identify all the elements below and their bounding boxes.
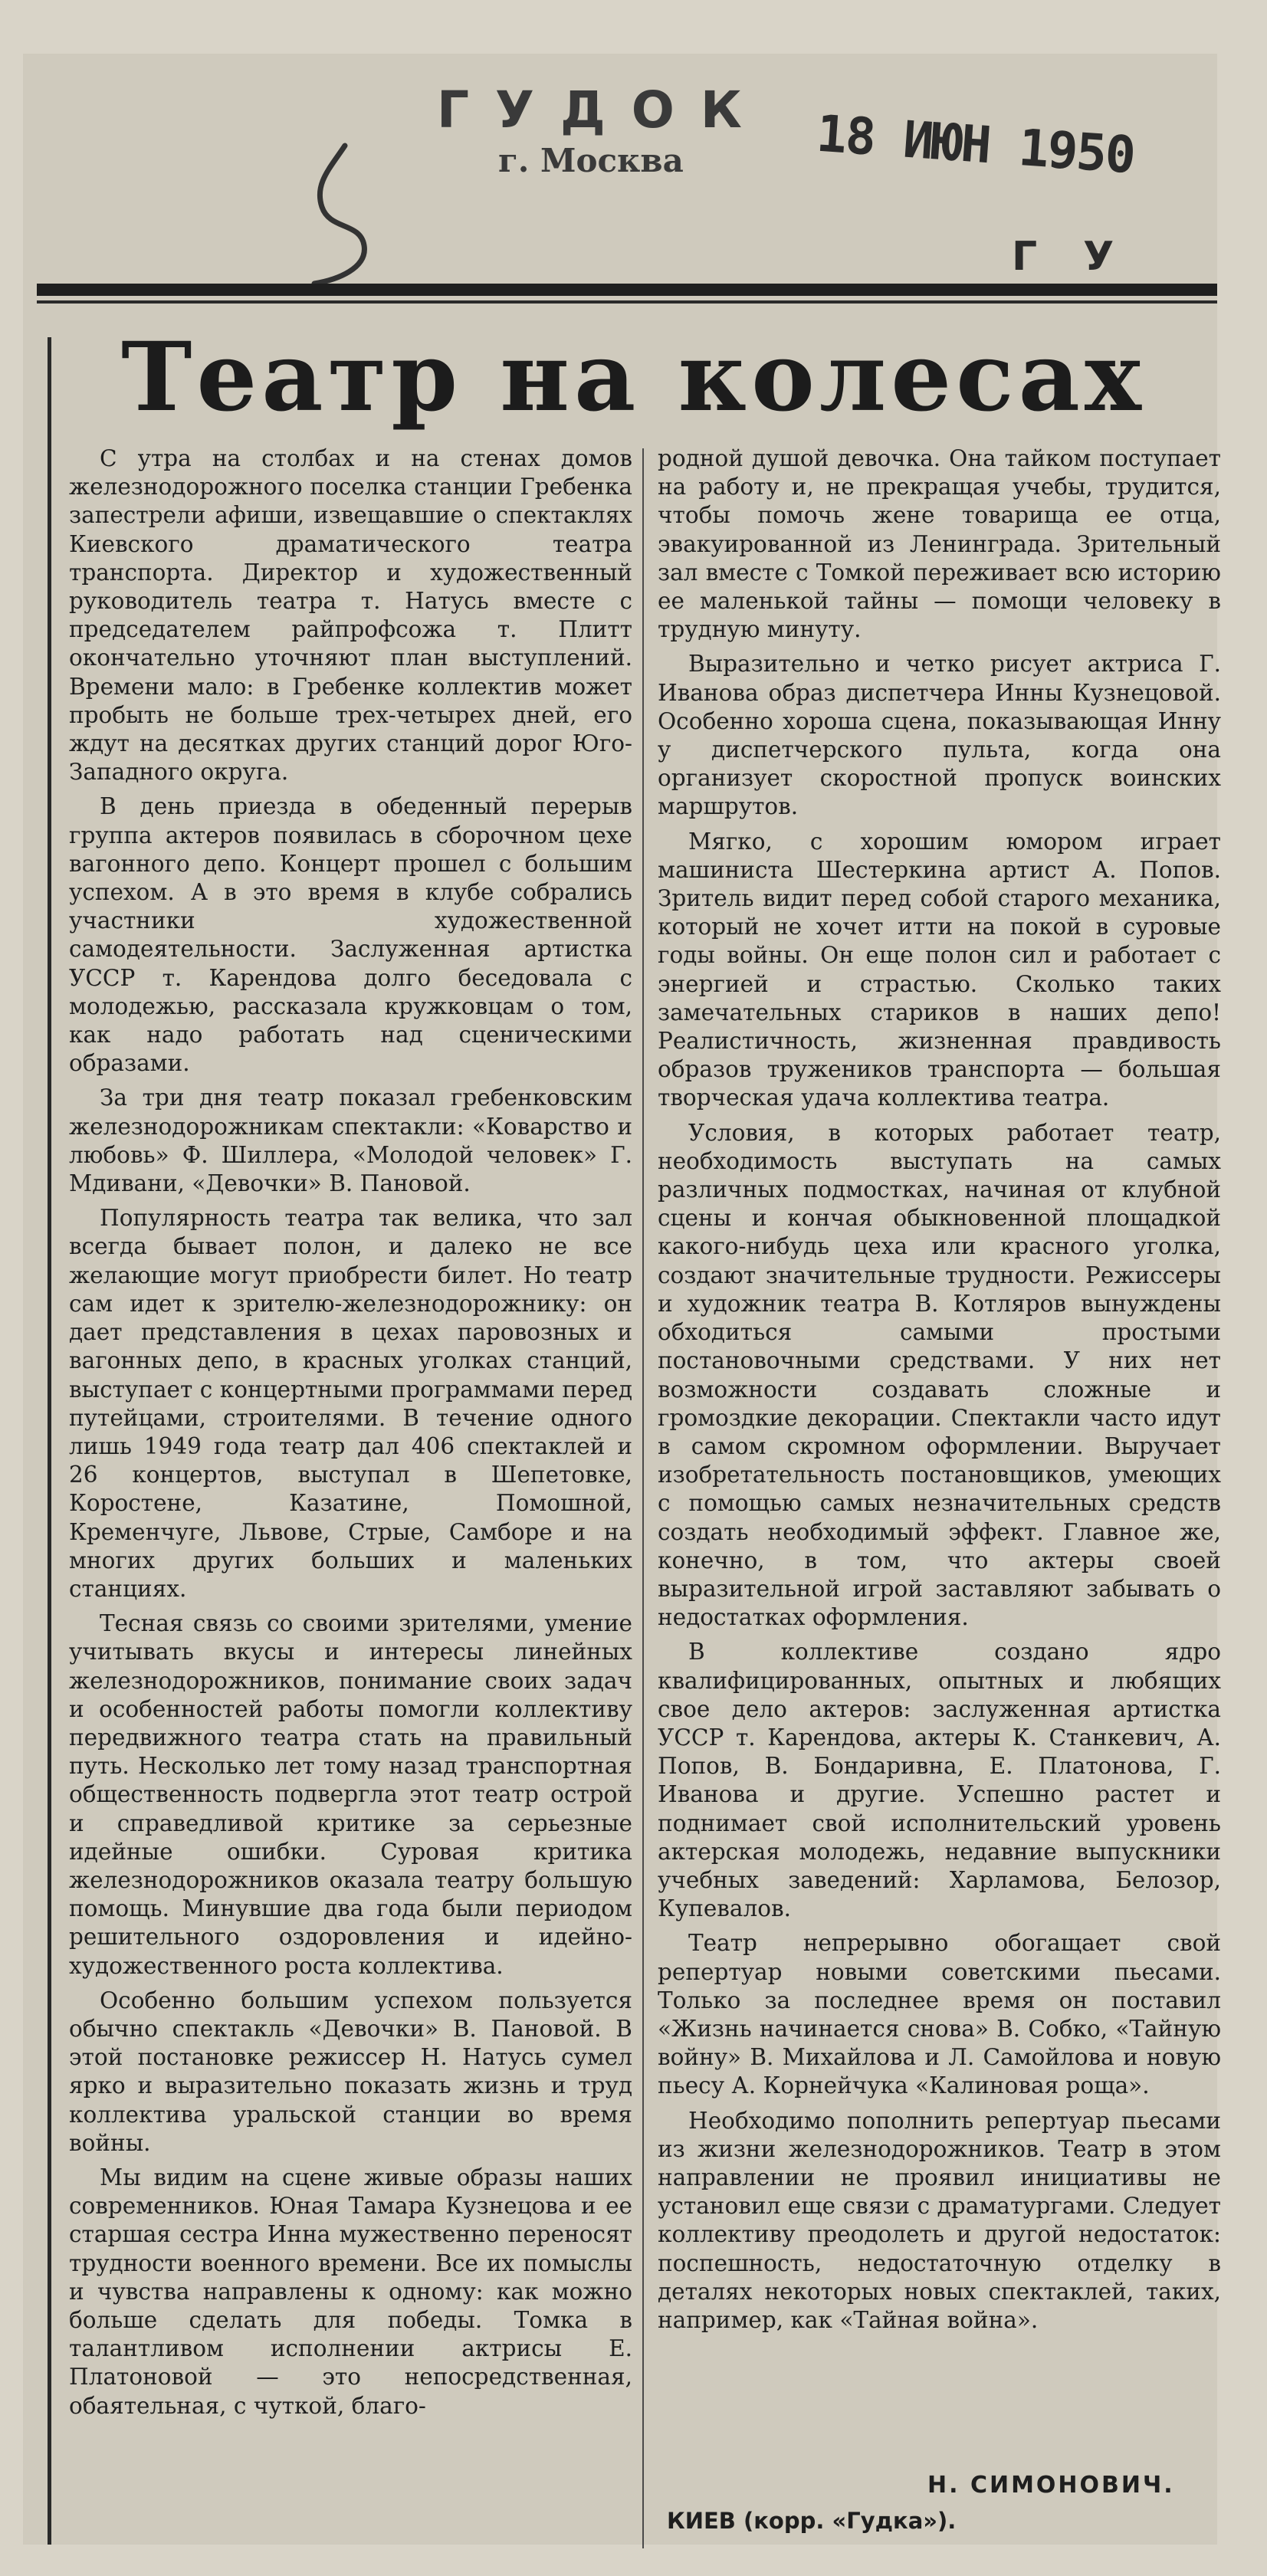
column-divider <box>642 448 644 2548</box>
paragraph: Необходимо пополнить репертуар пьесами из жизни железнодорожников. Театр в этом направлении не проявил инициативы не установил еще связи с драматургами. Следует коллективу преодолеть и другой недостаток: поспешность, недостаточную отделку в деталях некоторых новых спектаклей, таких, например, как «Тайная война». <box>658 2107 1221 2333</box>
masthead-rule-thin <box>37 300 1217 304</box>
left-border <box>48 337 51 2545</box>
paragraph: С утра на столбах и на стенах домов железнодорожного поселка станции Гребенка запестрели афиши, извещавшие о спектаклях Киевского драматического театра транспорта. Директор и художественный руководитель театра т. Натусь вместе с председателем райпрофсожа т. Плитт окончательно уточняют план выступлений. Времени мало: в Гребенке коллектив может пробыть не больше трех-четырех дней, его ждут на десятках других станций дорог Юго-Западного округа. <box>69 445 632 786</box>
paragraph: Условия, в которых работает театр, необходимость выступать на самых различных подмостках, начиная от клубной сцены и кончая обыкновенной площадкой какого-нибудь цеха или красного уголка, создают значительные трудности. Режиссеры и художник театра В. Котляров вынуждены обходиться самыми простыми постановочными средствами. У них нет возможности создавать сложные и громоздкие декорации. Спектакли часто идут в самом скромном оформлении. Выручает изобретательность постановщиков, умеющих с помощью самых незначительных средств создать необходимый эффект. Главное же, конечно, в том, что актеры своей выразительной игрой заставляют забывать о недостатках оформления. <box>658 1119 1221 1631</box>
article-right-column <box>658 445 1221 2341</box>
paragraph: Особенно большим успехом пользуется обычно спектакль «Девочки» В. Пановой. В этой постановке режиссер Н. Натусь сумел ярко и выразительно показать жизнь и труд коллектива уральской станции во время войны. <box>69 1987 632 2156</box>
paragraph: родной душой девочка. Она тайком поступает на работу и, не прекращая учебы, трудится, чтобы помочь жене товарища ее отца, эвакуированной из Ленинграда. Зрительный зал вместе с Томкой переживает всю историю ее маленькой тайны — помощи человеку в трудную минуту. <box>658 445 1221 643</box>
paragraph: Тесная связь со своими зрителями, умение учитывать вкусы и интересы линейных железнодорожников, понимание своих задач и особенностей работы помогли коллективу передвижного театра стать на правильный путь. Несколько лет тому назад транспортная общественность подвергла этот театр острой и справедливой критике за серьезные идейные ошибки. Суровая критика железнодорожников оказала театру большую помощь. Минувшие два года были периодом решительного оздоровления и идейно-художественного роста коллектива. <box>69 1610 632 1979</box>
article-headline: Театр на колесах <box>121 322 1146 433</box>
author-signature: Н. СИМОНОВИЧ. <box>927 2472 1175 2499</box>
paragraph: В коллективе создано ядро квалифицированных, опытных и любящих свое дело актеров: заслуженная артистка УССР т. Карендова, актеры К. Станкевич, А. Попов, В. Бондаривна, Е. Платонова, Г. Иванова и другие. Успешно растет и поднимает свой исполнительский уровень актерская молодежь, недавние выпускники учебных заведений: Харламова, Белозор, Купевалов. <box>658 1639 1221 1922</box>
paragraph: За три дня театр показал гребенковским железнодорожникам спектакли: «Коварство и любовь» Ф. Шиллера, «Молодой человек» Г. Мдивани, «Девочки» В. Пановой. <box>69 1085 632 1197</box>
handwritten-mark-icon <box>299 138 391 291</box>
masthead-rule <box>37 284 1217 296</box>
paragraph: В день приезда в обеденный перерыв группа актеров появилась в сборочном цехе вагонного депо. Концерт прошел с большим успехом. А в это время в клубе собрались участники художественной самодеятельности. Заслуженная артистка УССР т. Карендова долго беседовала с молодежью, рассказала кружковцам о том, как надо работать над сценическими образами. <box>69 793 632 1077</box>
paragraph: Театр непрерывно обогащает свой репертуар новыми советскими пьесами. Только за последнее время он поставил «Жизнь начинается снова» В. Собко, «Тайную войну» В. Михайлова и Л. Самойлова и новую пьесу А. Корнейчука «Калиновая роща». <box>658 1930 1221 2099</box>
article-dateline: КИЕВ (корр. «Гудка»). <box>667 2508 957 2534</box>
paragraph: Популярность театра так велика, что зал всегда бывает полон, и далеко не все желающие могут приобрести билет. Но театр сам идет к зрителю-железнодорожнику: он дает представления в цехах паровозных и вагонных депо, в красных уголках станций, выступает с концертными программами перед путейцами, строителями. В течение одного лишь 1949 года театр дал 406 спектаклей и 26 концертов, выступал в Шепетовке, Коростене, Казатине, Помошной, Кременчуге, Львове, Стрые, Самборе и на многих других больших и маленьких станциях. <box>69 1205 632 1602</box>
newspaper-city: г. Москва <box>498 142 684 179</box>
stamp-fragment: ГУ <box>1012 234 1160 280</box>
paragraph: Мы видим на сцене живые образы наших современников. Юная Тамара Кузнецова и ее старшая сестра Инна мужественно переносят трудности военного времени. Все их помыслы и чувства направлены к одному: как можно больше сделать для победы. Томка в талантливом исполнении актрисы Е. Платоновой — это непосредственная, обаятельная, с чуткой, благо- <box>69 2164 632 2419</box>
article-left-column <box>69 445 632 2427</box>
paragraph: Выразительно и четко рисует актриса Г. Иванова образ диспетчера Инны Кузнецовой. Особенно хороша сцена, показывающая Инну у диспетчерского пульта, когда она организует скоростной пропуск воинских маршрутов. <box>658 651 1221 820</box>
newspaper-name: ГУДОК <box>437 80 768 139</box>
date-stamp: 18 ИЮН 1950 <box>814 103 1137 185</box>
paragraph: Мягко, с хорошим юмором играет машиниста Шестеркина артист А. Попов. Зритель видит перед собой старого механика, который не хочет итти на покой в суровые годы войны. Он еще полон сил и работает с энергией и страстью. Сколько таких замечательных стариков в наших депо! Реалистичность, жизненная правдивость образов тружеников транспорта — большая творческая удача коллектива театра. <box>658 828 1221 1111</box>
